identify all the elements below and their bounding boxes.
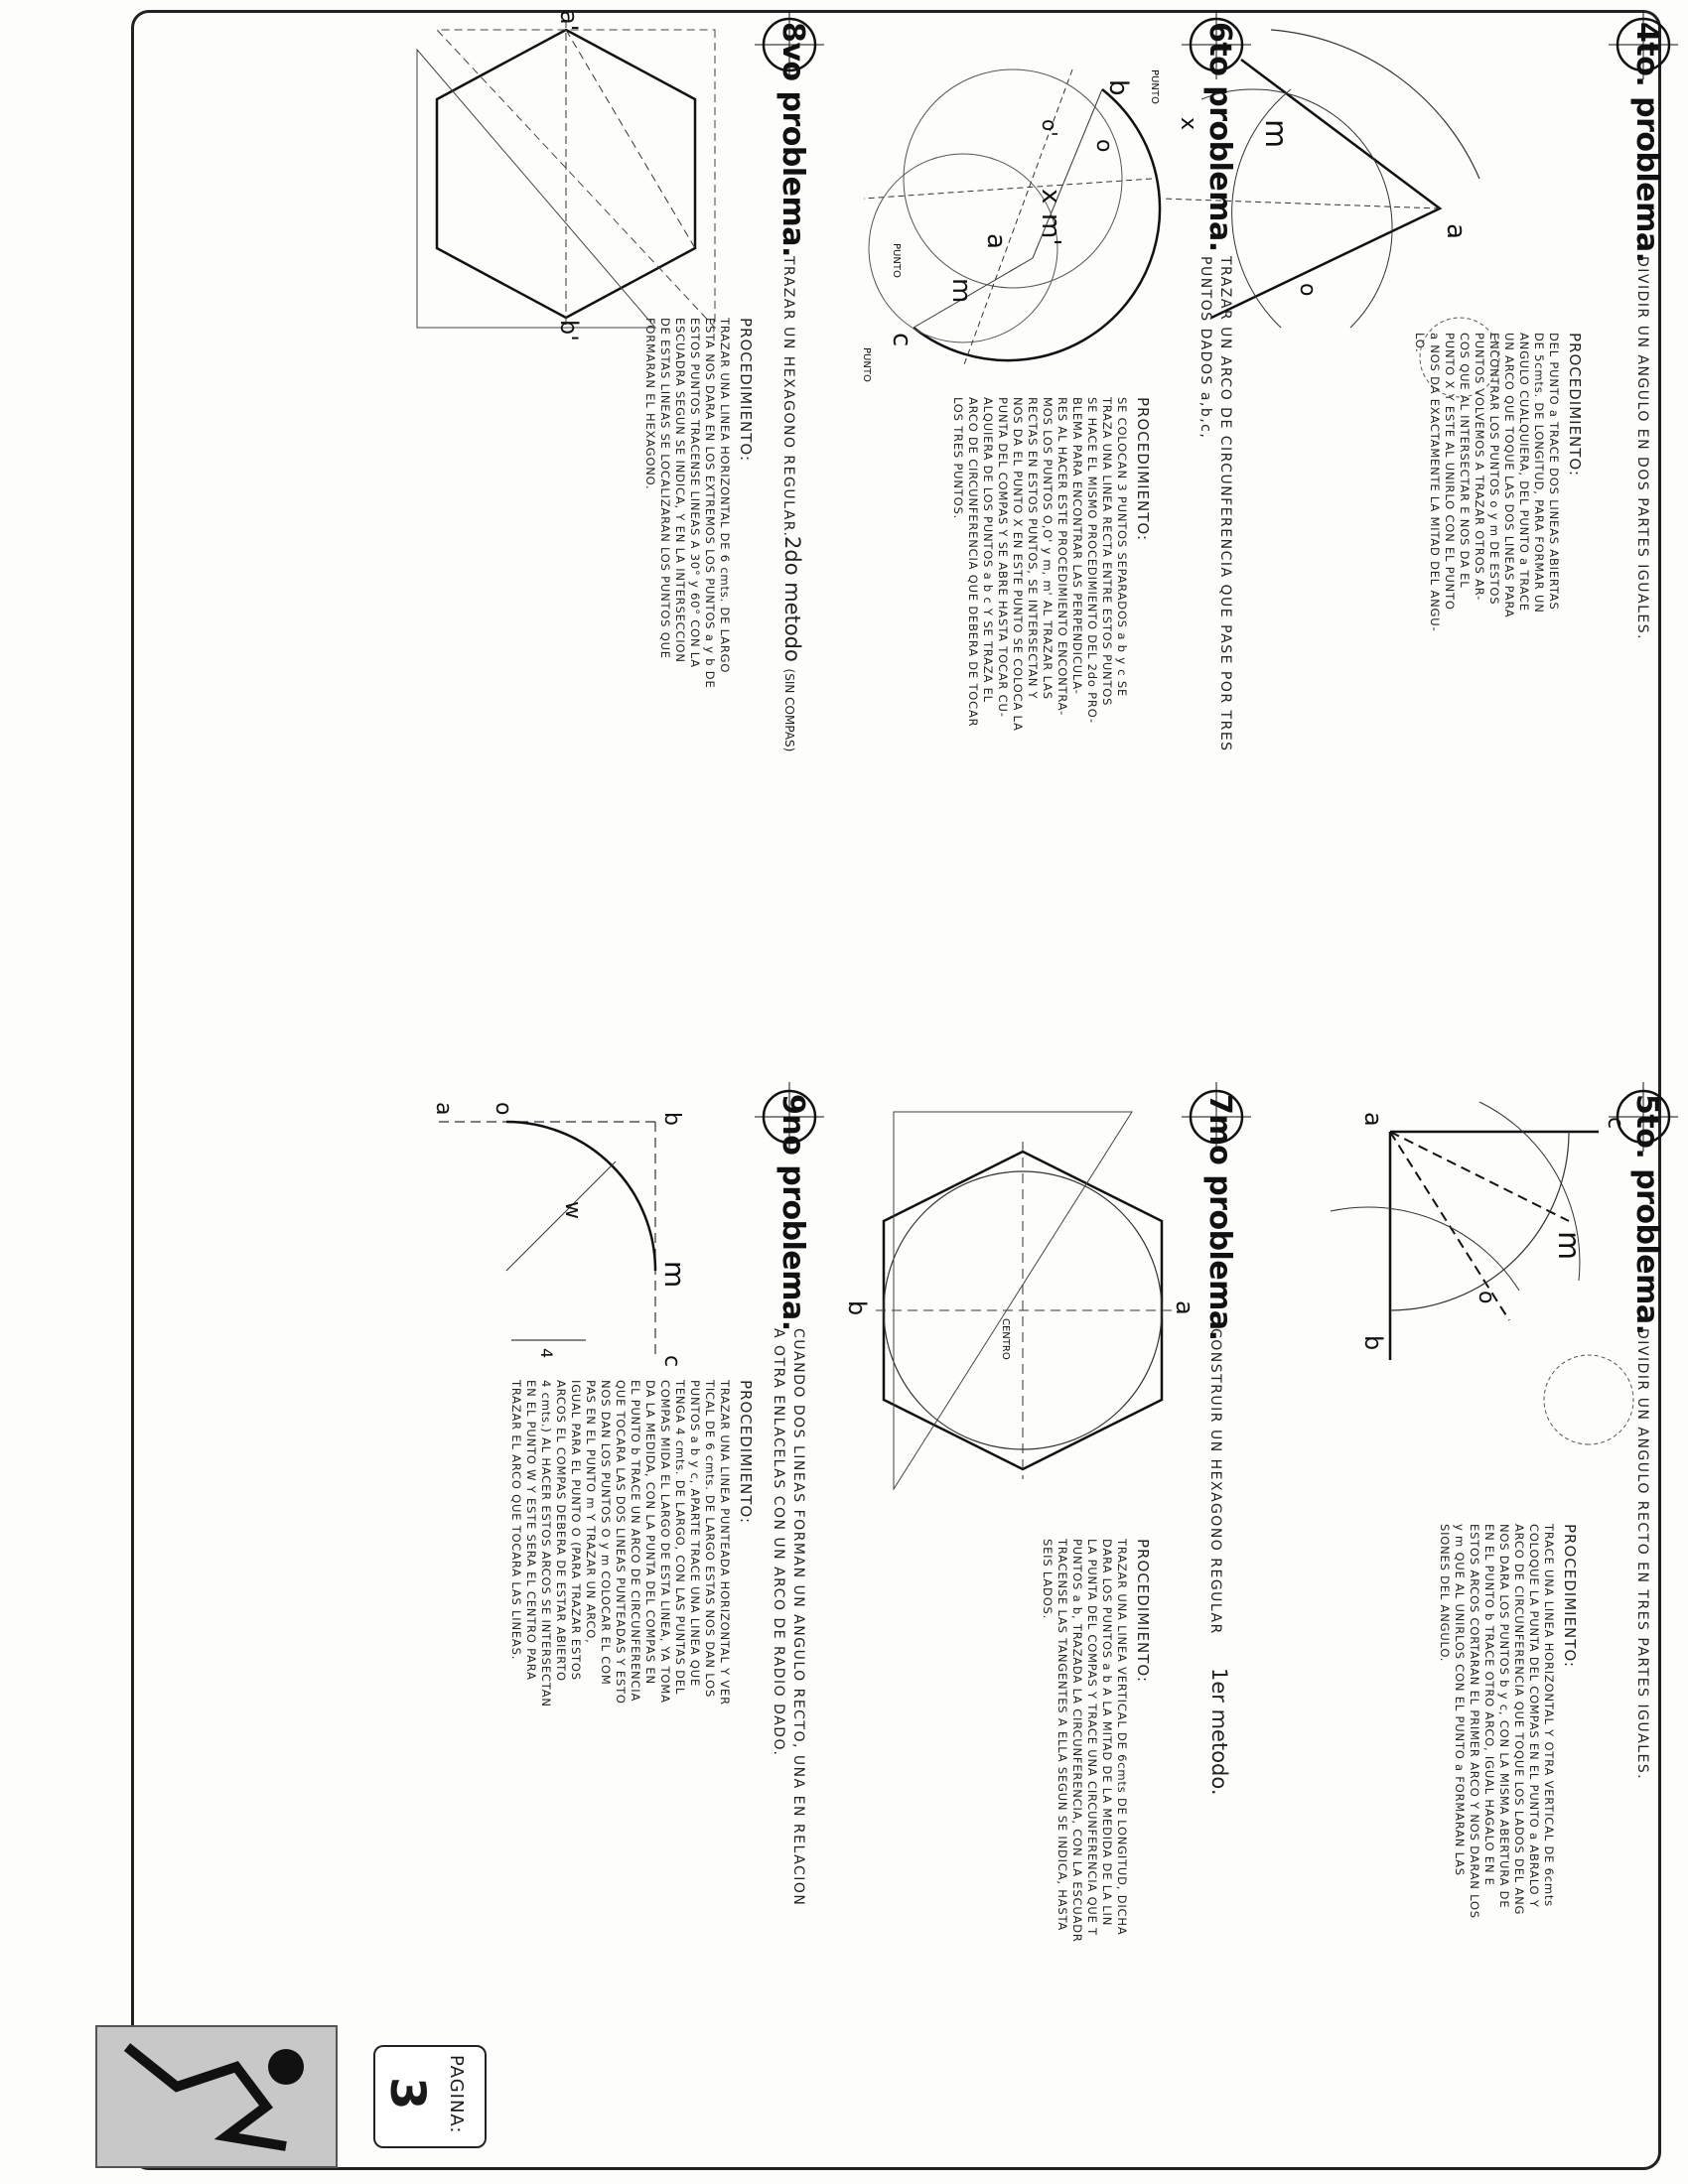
problem-4-heading: 4to. problema. xyxy=(1629,22,1664,263)
problem-6-task: TRAZAR UN ARCO DE CIRCUNFERENCIA QUE PASE POR TRES xyxy=(1217,256,1233,752)
problem-9-task: CUANDO DOS LINEAS FORMAN UN ANGULO RECTO, UNA EN RELACION xyxy=(790,1328,806,1907)
problem-5-procedure-title: PROCEDIMIENTO: xyxy=(1561,1524,1579,1669)
p9-label-a: a xyxy=(431,1102,456,1116)
page-number-label: PAGINA: xyxy=(446,2055,467,2134)
p6-label-m-prime: m' xyxy=(1036,213,1065,246)
problem-6-heading: 6to problema. xyxy=(1202,22,1237,252)
p9-label-m: m xyxy=(658,1261,691,1289)
problem-8-task: TRAZAR UN HEXAGONO REGULAR. xyxy=(780,256,796,538)
problem-7-body: TRAZAR UNA LINEA VERTICAL DE 6cmts DE LONGITUD, DICHA DARA LOS PUNTOS a b A LA MITAD DE LA MEDIDA DE LA LIN LA PUNTA DEL COMPAS Y TRACE UNA CIRCUNFERENCIA QUE T PUNTOS a b, TRAZADA LA CIRCUNFERENCIA, CON LA ESCUADR TRACENSE LAS TANGENTES A ELLA SEGUN SE INDICA, HASTA SEIS LADOS. xyxy=(1041,1539,1129,1943)
problem-5-diagram xyxy=(1271,1072,1688,1489)
problem-7-method: 1er metodo. xyxy=(1207,1668,1231,1796)
problem-6 xyxy=(844,0,1261,1042)
p9-label-c: c xyxy=(659,1355,684,1368)
problem-7-heading: 7mo problema. xyxy=(1202,1094,1237,1341)
p6-label-b: b xyxy=(1103,79,1133,96)
p8-label-b: b' xyxy=(555,320,583,341)
problem-9-body: TRAZAR UNA LINEA PUNTEADA HORIZONTAL Y VER TICAL DE 6 cmts. DE LARGO ESTAS NOS DAN LOS PUNTOS a b y c, APARTE TRACE UNA LINEA QUE TENGA 4 cmts. DE LARGO, CON LAS PUNTAS DEL COMPAS MIDA EL LARGO DE ESTA LINEA, YA TOMA DA LA MEDIDA, CON LA PUNTA DEL COMPAS EN EL PUNTO b TRACE UN ARCO DE CIRCUNFERENCIA QUE TOCARA LAS DOS LINEAS PUNTEADAS Y ESTO NOS DAN LOS PUNTOS O y m COLOCAR EL COM PAS EN EL PUNTO m Y TRAZAR UN ARCO, IGUAL PARA EL PUNTO O (PARA TRAZAR ESTOS ARCOS EL COMPAS DEBERA DE ESTAR ABIERTO 4 cmts.) AL HACER ESTOS ARCOS SE INTERSECTAN EN EL PUNTO W Y ESTE SERA EL CENTRO PARA TRAZAR EL ARCO QUE TOCARA LAS LINEAS. xyxy=(509,1380,732,1707)
p6-label-x: x xyxy=(1036,189,1065,205)
problem-9-task-line2: A OTRA ENLACELAS CON UN ARCO DE RADIO DADO. xyxy=(771,1328,786,1757)
p6-label-punto-b: PUNTO xyxy=(1149,69,1160,104)
problem-6-diagram xyxy=(854,30,1192,407)
p6-label-o-prime: o' xyxy=(1038,119,1061,137)
p9-label-4: 4 xyxy=(537,1348,556,1359)
p9-label-o: o xyxy=(491,1102,515,1116)
p4-label-m: m xyxy=(1258,119,1293,149)
p6-label-c: c xyxy=(887,333,916,347)
publisher-logo xyxy=(95,2025,338,2168)
problem-4-body: DEL PUNTO a TRACE DOS LINEAS ABIERTAS DE 5cmts. DE LONGITUD, PARA FORMAR UN ANGULO CUALQUIERA, DEL PUNTO a TRACE UN ARCO QUE TOQUE LAS DOS LINEAS PARA ENCONTRAR LOS PUNTOS o y m DE ESTOS PUNTOS VOLVEMOS A TRAZAR OTROS AR- COS QUE AL INTERSECTAR E NOS DA EL PUNTO X Y ESTE AL UNIRLO CON EL PUNTO a NOS DA EXACTAMENTE LA MITAD DEL ANGU- LO. xyxy=(1413,333,1561,632)
logo-figure-icon xyxy=(107,2037,326,2156)
problem-5 xyxy=(1271,1072,1688,2164)
p6-label-punto-c: PUNTO xyxy=(861,347,872,382)
p7-label-b: b xyxy=(843,1300,871,1316)
problem-9 xyxy=(407,1072,834,2164)
p7-label-centro: CENTRO xyxy=(1000,1318,1011,1360)
problem-8-method xyxy=(780,536,804,751)
problem-8-diagram xyxy=(407,10,735,341)
problem-7-diagram xyxy=(843,1092,1198,1509)
p5-label-m: m xyxy=(1551,1231,1586,1261)
problem-8-method-note: (SIN COMPAS) xyxy=(782,668,796,752)
problem-8-method-text: 2do metodo xyxy=(780,536,804,662)
p5-label-c: c xyxy=(1603,1117,1627,1130)
problem-8-body: TRAZAR UNA LINEA HORIZONTAL DE 6 cmts. DE LARGO ESTA NOS DARA EN LOS EXTREMOS LOS PUNTOS a y b DE ESTOS PUNTOS TRACENSE LINEAS A 30° y 60° CON LA ESCUADRA SEGUN SE INDICA, Y EN LA INTERSECCION DE ESTAS LINEAS SE LOCALIZARAN LOS PUNTOS QUE FORMARAN EL HEXAGONO. xyxy=(643,318,732,689)
p6-label-m: m xyxy=(946,278,976,304)
p9-label-w: w xyxy=(560,1201,585,1219)
problem-5-body: TRACE UNA LINEA HORIZONTAL Y OTRA VERTICAL DE 6cmts COLOQUE LA PUNTA DEL COMPAS EN EL PUNTO a ABRALO Y ARCO DE CIRCUNFERENCIA QUE TOQUE LOS LADOS DEL ANG NOS DARA LOS PUNTOS b y c, CON LA MISMA ABERTURA DE EN EL PUNTO b TRACE OTRO ARCO, IGUAL HAGALO EN E ESTOS ARCOS CORTARAN EL PRIMER ARCO Y NOS DARAN LOS y m QUE AL UNIRLOS CON EL PUNTO a FORMARAN LAS SIONES DEL ANGULO. xyxy=(1438,1524,1556,1919)
p6-label-punto-a: PUNTO xyxy=(891,243,902,278)
problem-9-diagram xyxy=(417,1102,755,1400)
problem-8 xyxy=(407,0,834,1042)
p5-label-o: o xyxy=(1474,1291,1498,1304)
p8-label-a: a' xyxy=(555,10,583,32)
problem-8-procedure-title: PROCEDIMIENTO: xyxy=(737,318,755,463)
p9-label-b: b xyxy=(659,1112,684,1126)
p4-label-o: o xyxy=(1295,283,1320,297)
problem-5-task: DIVIDIR UN ANGULO RECTO EN TRES PARTES IGUALES. xyxy=(1634,1328,1650,1781)
problem-5-heading: 5to. problema. xyxy=(1629,1094,1664,1335)
problem-7 xyxy=(844,1072,1261,2164)
page-number-value: 3 xyxy=(379,2077,435,2111)
p7-label-a: a xyxy=(1171,1300,1198,1315)
p5-label-b: b xyxy=(1359,1335,1387,1351)
problem-7-task: CONSTRUIR UN HEXAGONO REGULAR xyxy=(1207,1328,1223,1635)
problem-4-procedure-title: PROCEDIMIENTO: xyxy=(1566,333,1584,478)
problem-6-body: SE COLOCAN 3 PUNTOS SEPARADOS a b y c SE TRAZA UNA LINEA RECTA ENTRE ESTOS PUNTOS SE HACE EL MISMO PROCEDIMIENTO DEL 2do PRO- BLEMA PARA ENCONTRAR LAS PERPENDICULA- RES AL HACER ESTE PROCEDIMIENTO ENCONTRA- MOS LOS PUNTOS O,O' y m, m' AL TRAZAR LAS RECTAS EN ESTOS PUNTOS, SE INTERSECTAN Y NOS DA EL PUNTO X EN ESTE PUNTO SE COLOCA LA PUNTA DEL COMPAS Y SE ABRE HASTA TOCAR CU- ALQUIERA DE LOS PUNTOS a b c Y SE TRAZA EL ARCO DE CIRCUNFERENCIA QUE DEBERA DE TOCAR LOS TRES PUNTOS. xyxy=(951,397,1129,732)
problem-8-heading: 8vo problema. xyxy=(775,22,810,257)
problem-7-procedure-title: PROCEDIMIENTO: xyxy=(1134,1539,1152,1684)
problem-6-task-line2: PUNTOS DADOS a,b,c, xyxy=(1197,256,1213,440)
problem-9-procedure-title: PROCEDIMIENTO: xyxy=(737,1380,755,1525)
p5-label-a: a xyxy=(1359,1112,1387,1127)
p6-label-a: a xyxy=(981,233,1011,249)
page-number-box xyxy=(373,2045,487,2148)
p4-label-x: x xyxy=(1176,117,1200,131)
problem-6-procedure-title: PROCEDIMIENTO: xyxy=(1134,397,1152,542)
p4-label-a: a xyxy=(1441,223,1471,239)
p6-label-o: o xyxy=(1091,139,1116,153)
problem-4-task: DIVIDIR UN ANGULO EN DOS PARTES IGUALES. xyxy=(1634,256,1650,641)
problem-9-heading: 9no problema. xyxy=(775,1094,810,1331)
